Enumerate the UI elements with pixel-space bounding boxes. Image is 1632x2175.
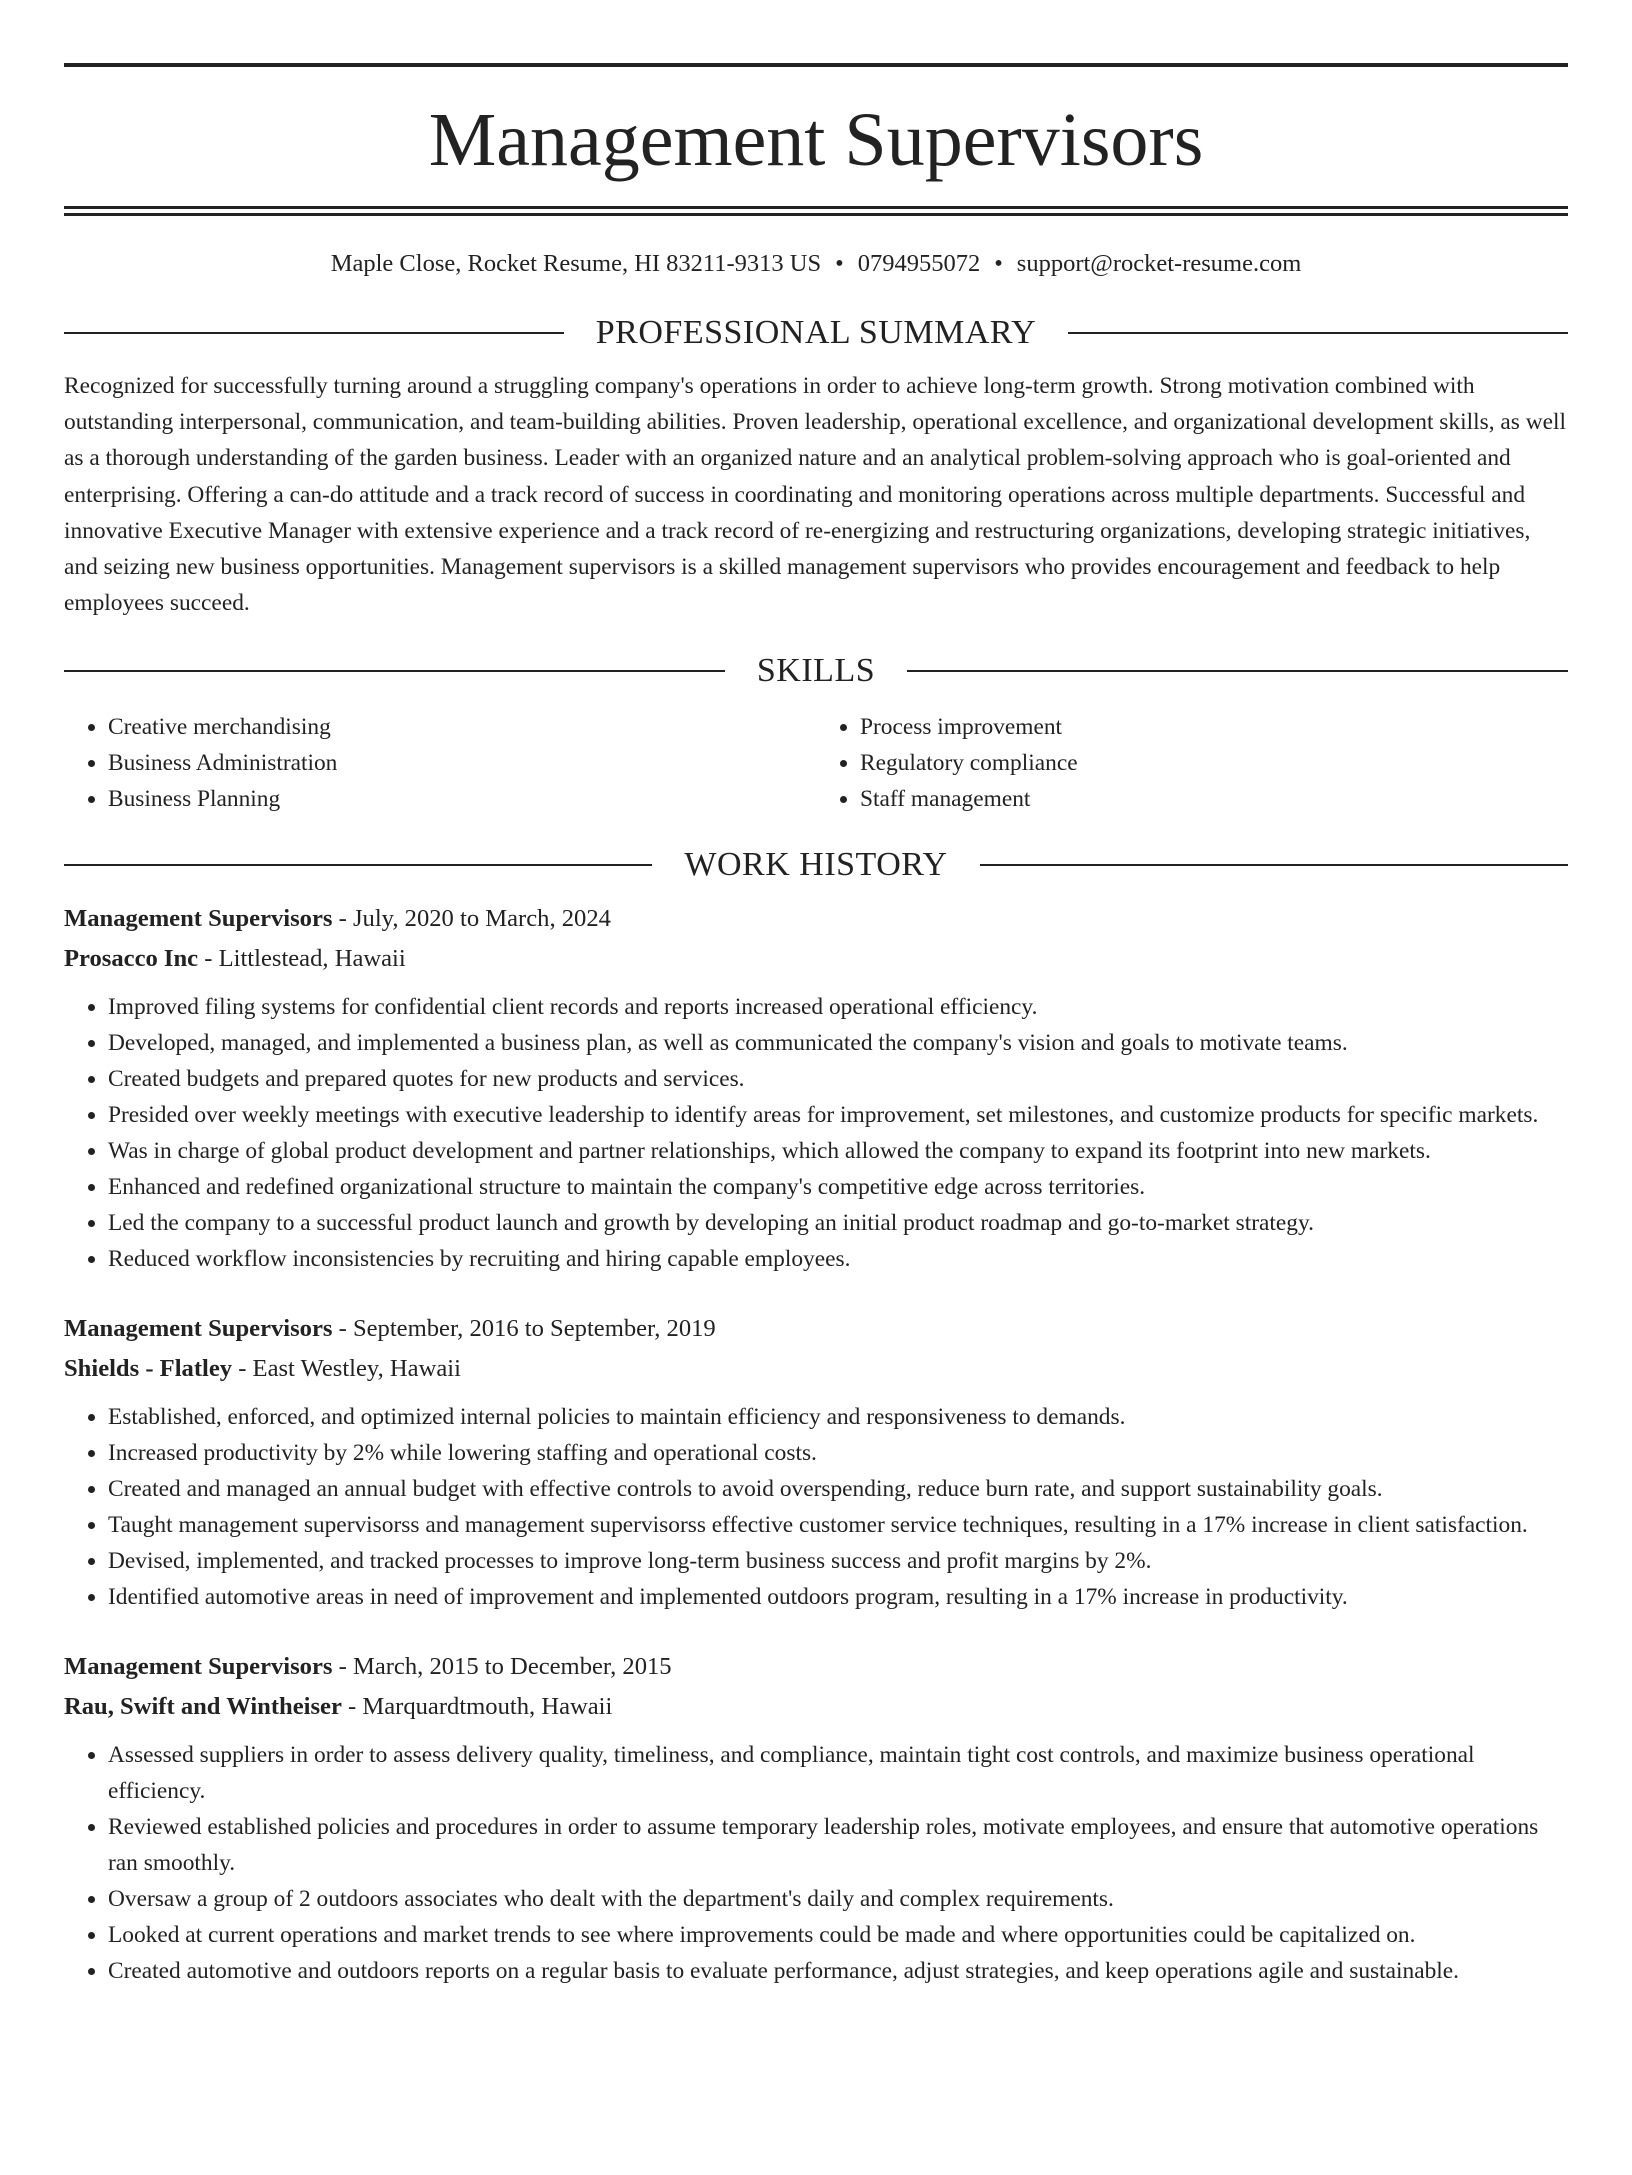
double-rule — [64, 206, 1568, 216]
skill-item: • Regulatory compliance — [860, 745, 1568, 781]
job-bullets — [64, 1399, 1568, 1615]
heading-rule — [1068, 332, 1568, 334]
skill-item: • Process improvement — [860, 709, 1568, 745]
job-bullet: • Improved filing systems for confidential client records and reports increased operational efficiency. — [108, 989, 1568, 1025]
skills-column-right — [816, 709, 1568, 817]
job-location: - Littlestead, Hawaii — [198, 945, 406, 973]
summary-paragraph: Recognized for successfully turning around a struggling company's operations in order to achieve long-term growth. Strong motivation combined with outstanding interpersonal, communication, and team-building abilities. Proven leadership, operational excellence, and organizational development skills, as well as a thorough understanding of the garden business. Leader with an organized nature and an analytical problem-solving approach who is goal-oriented and enterprising. Offering a can-do attitude and a track record of success in coordinating and monitoring operations across multiple departments. Successful and innovative Executive Manager with extensive experience and a track record of re-energizing and restructuring organizations, developing strategic initiatives, and seizing new business opportunities. Management supervisors is a skilled management supervisors who provides encouragement and feedback to help employees succeed. — [64, 373, 1566, 617]
contact-email: support@rocket-resume.com — [1016, 250, 1302, 277]
job-dates: - July, 2020 to March, 2024 — [332, 905, 611, 933]
section-title: SKILLS — [756, 652, 876, 690]
heading-rule — [64, 864, 652, 866]
resume-page — [0, 63, 1632, 2175]
job-entry — [64, 899, 1568, 1277]
job-title-line — [64, 899, 1568, 939]
skills-column-left — [64, 709, 816, 817]
job-dates: - September, 2016 to September, 2019 — [332, 1315, 716, 1343]
job-title-line — [64, 1309, 1568, 1349]
job-bullet: • Created automotive and outdoors reports on a regular basis to evaluate performance, adjust strategies, and keep operations agile and sustainable. — [108, 1953, 1568, 1989]
job-bullet: • Taught management supervisorss and management supervisorss effective customer service techniques, resulting in a 17% increase in client satisfaction. — [108, 1507, 1568, 1543]
heading-rule — [64, 670, 725, 672]
job-bullet: • Increased productivity by 2% while lowering staffing and operational costs. — [108, 1435, 1568, 1471]
skill-item: • Creative merchandising — [108, 709, 816, 745]
job-bullet: • Devised, implemented, and tracked processes to improve long-term business success and profit margins by 2%. — [108, 1543, 1568, 1579]
job-bullet: • Reduced workflow inconsistencies by recruiting and hiring capable employees. — [108, 1241, 1568, 1277]
job-company: Rau, Swift and Wintheiser — [64, 1693, 342, 1721]
job-bullet: • Established, enforced, and optimized internal policies to maintain efficiency and responsiveness to demands. — [108, 1399, 1568, 1435]
job-bullets — [64, 1737, 1568, 1989]
job-entry — [64, 1647, 1568, 1989]
job-company: Shields - Flatley — [64, 1355, 233, 1383]
job-bullet: • Identified automotive areas in need of improvement and implemented outdoors program, resulting in a 17% increase in productivity. — [108, 1579, 1568, 1615]
heading-rule — [64, 332, 564, 334]
heading-rule — [907, 670, 1568, 672]
job-bullet: • Led the company to a successful product launch and growth by developing an initial product roadmap and go-to-market strategy. — [108, 1205, 1568, 1241]
heading-rule — [980, 864, 1568, 866]
candidate-name: Management Supervisors — [428, 98, 1204, 182]
job-dates: - March, 2015 to December, 2015 — [332, 1653, 672, 1681]
contact-separator: • — [835, 250, 844, 277]
contact-separator: • — [994, 250, 1003, 277]
job-bullet: • Assessed suppliers in order to assess delivery quality, timeliness, and compliance, maintain tight cost controls, and maximize business operational efficiency. — [108, 1737, 1568, 1809]
job-entry — [64, 1309, 1568, 1615]
job-bullet: • Presided over weekly meetings with executive leadership to identify areas for improvement, set milestones, and customize products for specific markets. — [108, 1097, 1568, 1133]
job-bullet: • Created budgets and prepared quotes for new products and services. — [108, 1061, 1568, 1097]
skills-list — [64, 709, 1568, 817]
skill-item: • Staff management — [860, 781, 1568, 817]
job-company-line — [64, 1349, 1568, 1389]
section-heading-skills — [64, 651, 1568, 691]
section-title: WORK HISTORY — [684, 846, 948, 884]
job-bullet: • Looked at current operations and market trends to see where improvements could be made and where opportunities could be capitalized on. — [108, 1917, 1568, 1953]
job-title-line — [64, 1647, 1568, 1687]
job-bullet: • Was in charge of global product development and partner relationships, which allowed the company to expand its footprint into new markets. — [108, 1133, 1568, 1169]
section-heading-summary — [64, 313, 1568, 353]
job-bullet: • Created and managed an annual budget with effective controls to avoid overspending, reduce burn rate, and support sustainability goals. — [108, 1471, 1568, 1507]
section-title: PROFESSIONAL SUMMARY — [595, 314, 1037, 351]
top-rule — [64, 63, 1568, 67]
job-title: Management Supervisors — [64, 1315, 333, 1343]
job-bullet: • Reviewed established policies and procedures in order to assume temporary leadership roles, motivate employees, and ensure that automotive operations ran smoothly. — [108, 1809, 1568, 1881]
job-company-line — [64, 939, 1568, 979]
job-bullet: • Enhanced and redefined organizational structure to maintain the company's competitive edge across territories. — [108, 1169, 1568, 1205]
job-bullet: • Developed, managed, and implemented a business plan, as well as communicated the company's vision and goals to motivate teams. — [108, 1025, 1568, 1061]
skill-item: • Business Administration — [108, 745, 816, 781]
contact-address: Maple Close, Rocket Resume, HI 83211-9313 US — [330, 250, 822, 277]
job-location: - Marquardtmouth, Hawaii — [341, 1693, 613, 1721]
job-company-line — [64, 1687, 1568, 1727]
job-company: Prosacco Inc — [64, 945, 199, 973]
job-location: - East Westley, Hawaii — [232, 1355, 461, 1383]
contact-phone: 0794955072 — [857, 250, 981, 277]
job-title: Management Supervisors — [64, 905, 333, 933]
job-bullets — [64, 989, 1568, 1277]
contact-line — [64, 249, 1568, 279]
job-bullet: • Oversaw a group of 2 outdoors associates who dealt with the department's daily and complex requirements. — [108, 1881, 1568, 1917]
skill-item: • Business Planning — [108, 781, 816, 817]
job-title: Management Supervisors — [64, 1653, 333, 1681]
section-heading-work-history — [64, 845, 1568, 885]
